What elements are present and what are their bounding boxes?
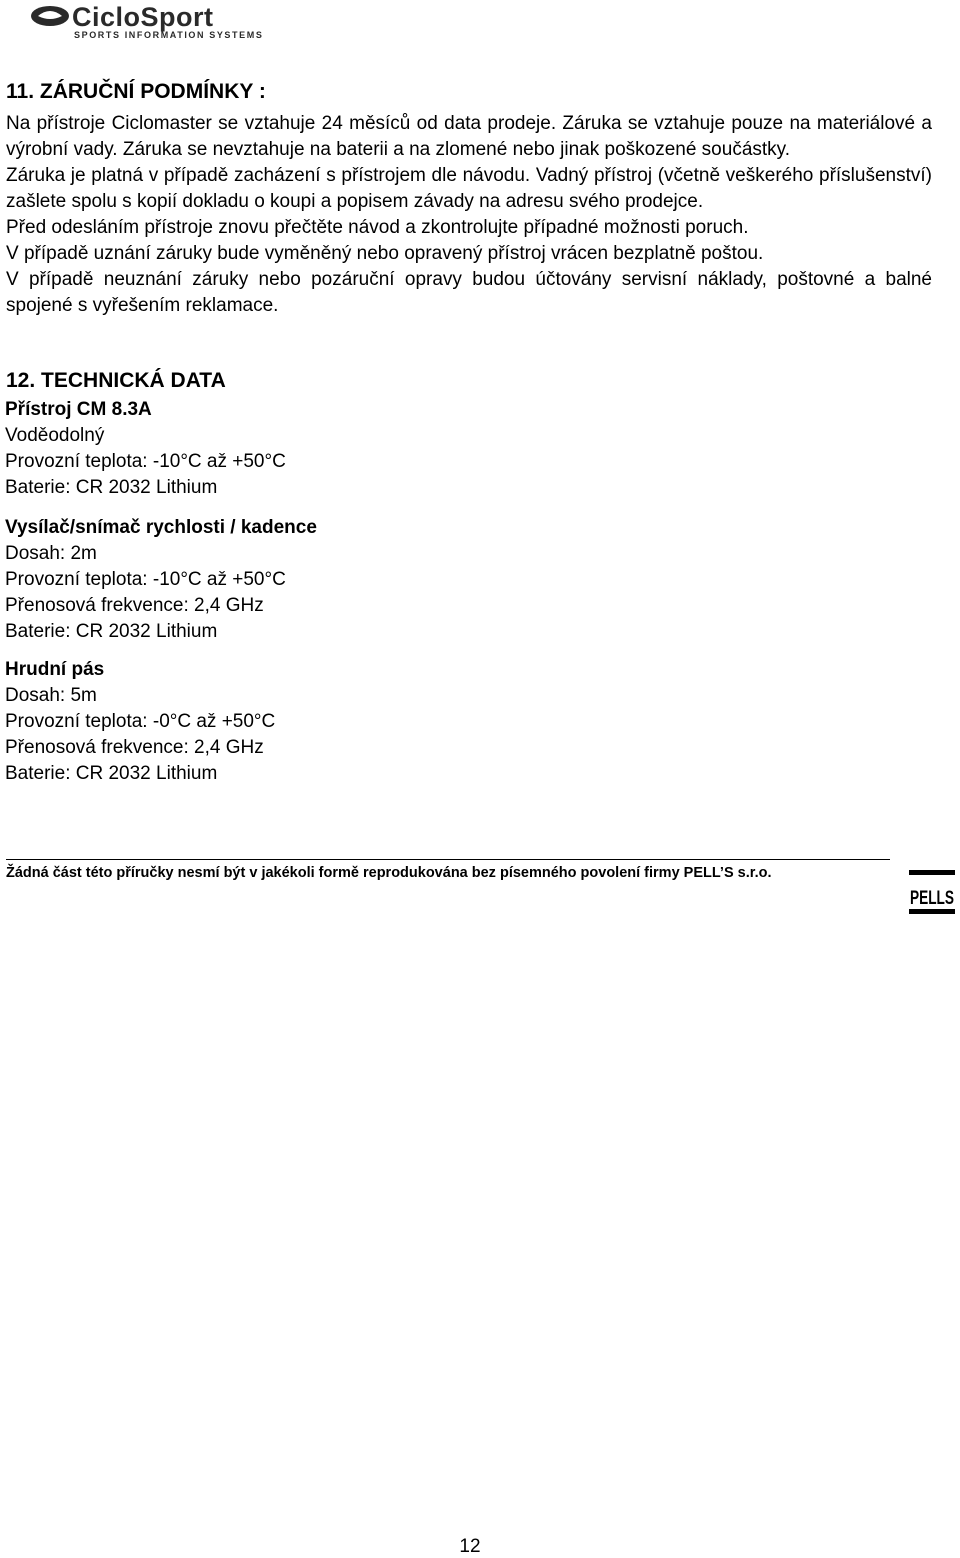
spec-belt [5, 657, 605, 787]
spec-line: Baterie: CR 2032 Lithium [5, 621, 218, 642]
spec-line: Baterie: CR 2032 Lithium [5, 477, 218, 498]
spec-line: Provozní teplota: -0°C až +50°C [5, 711, 276, 732]
warranty-paragraph: Na přístroje Ciclomaster se vztahuje 24 měsíců od data prodeje. Záruka se vztahuje pouze na materiálové a výrobní vady. Záruka se nevztahuje na baterii a na zlomené nebo jinak poškozené součástky. [6, 113, 932, 160]
spec-heading: Hrudní pás [5, 659, 105, 680]
spec-line: Přenosová frekvence: 2,4 GHz [5, 737, 264, 758]
spec-line: Provozní teplota: -10°C až +50°C [5, 451, 286, 472]
spec-heading: Přístroj CM 8.3A [5, 399, 152, 420]
spec-line: Provozní teplota: -10°C až +50°C [5, 569, 286, 590]
pells-logo [906, 866, 958, 918]
page-number: 12 [459, 1536, 481, 1557]
spec-line: Přenosová frekvence: 2,4 GHz [5, 595, 264, 616]
spec-line: Dosah: 5m [5, 685, 97, 706]
spec-device [5, 397, 605, 501]
warranty-paragraph: V případě neuznání záruky nebo pozáruční opravy budou účtovány servisní náklady, poštovné a balné spojené s vyřešením reklamace. [6, 269, 932, 316]
tech-title: 12. TECHNICKÁ DATA [6, 369, 226, 392]
warranty-paragraph: V případě uznání záruky bude vyměněný nebo opravený přístroj vrácen bezplatně poštou. [6, 243, 764, 264]
spec-line: Voděodolný [5, 425, 105, 446]
warranty-body [6, 111, 932, 319]
logo-name: CicloSport [72, 2, 214, 32]
pells-logo-text: PELLS [910, 885, 954, 909]
spec-sensor [5, 515, 605, 645]
warranty-paragraph: Před odesláním přístroje znovu přečtěte návod a zkontrolujte případné možnosti poruch. [6, 217, 749, 238]
footer-copyright-note: Žádná část této příručky nesmí být v jakékoli formě reprodukována bez písemného povolení firmy PELL’S s.r.o. [6, 865, 772, 881]
footer-rule [6, 859, 890, 860]
ciclosport-logo [28, 2, 288, 42]
spec-line: Dosah: 2m [5, 543, 97, 564]
warranty-paragraph: Záruka je platná v případě zacházení s přístrojem dle návodu. Vadný přístroj (včetně veškerého příslušenství) zašlete spolu s kopií dokladu o koupi a popisem závady na adresu svého prodejce. [6, 165, 932, 212]
warranty-title: 11. ZÁRUČNÍ PODMÍNKY : [6, 80, 266, 103]
spec-heading: Vysílač/snímač rychlosti / kadence [5, 517, 317, 538]
logo-tagline: SPORTS INFORMATION SYSTEMS [74, 30, 264, 40]
spec-line: Baterie: CR 2032 Lithium [5, 763, 218, 784]
